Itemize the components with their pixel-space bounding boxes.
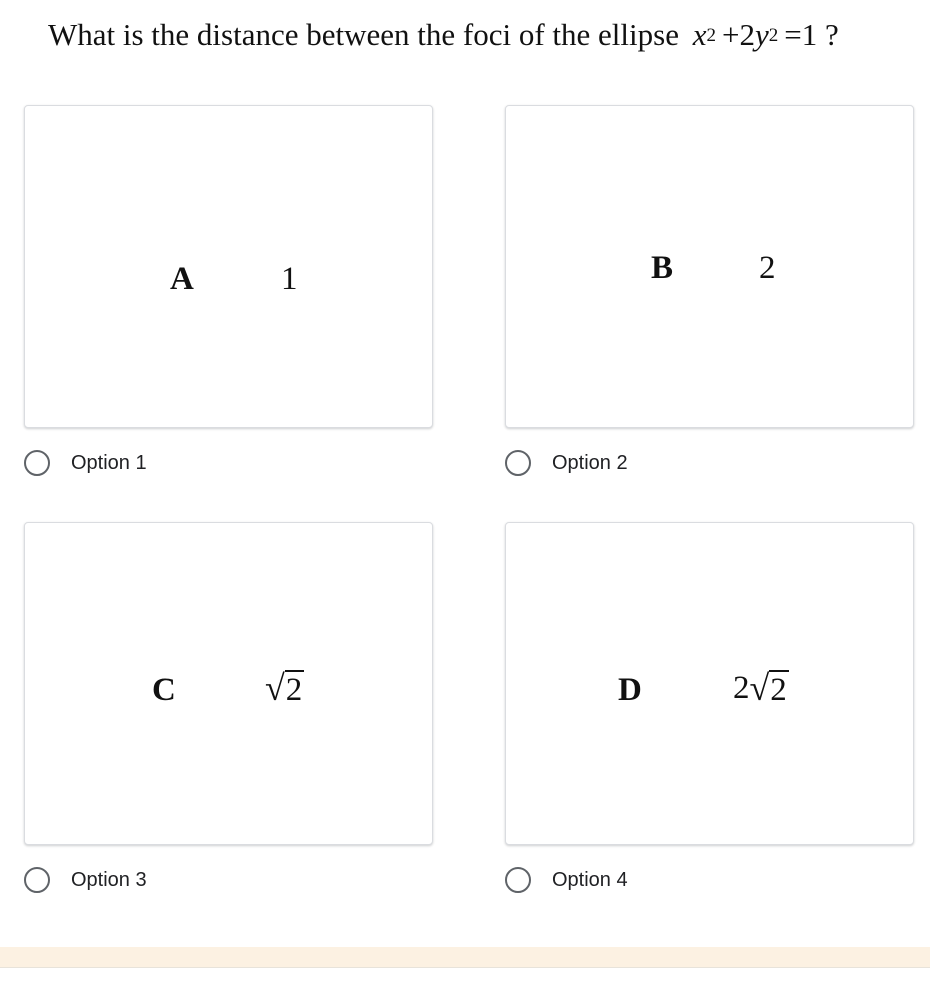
option-4-letter: D [618, 672, 642, 708]
option-4-radio-row[interactable] [505, 867, 628, 893]
option-1-letter: A [170, 261, 194, 297]
option-4-image-card [505, 522, 914, 845]
option-1-radio-button[interactable] [24, 450, 50, 476]
option-3-radio-row[interactable] [24, 867, 147, 893]
option-3-label[interactable]: Option 3 [71, 868, 147, 891]
option-4-value [733, 668, 789, 708]
option-2-letter: B [651, 250, 674, 286]
math-exponent-y: 2 [768, 25, 779, 46]
option-3-letter: C [152, 672, 176, 708]
option-2-radio-row[interactable] [505, 450, 628, 476]
option-1-image-card [24, 105, 433, 428]
option-1-value: 1 [281, 261, 298, 297]
math-plus: + [721, 17, 740, 52]
option-4-radicand: 2 [770, 672, 787, 708]
math-y: y [754, 17, 769, 52]
sqrt-symbol [749, 668, 789, 708]
question-mark: ? [824, 17, 839, 52]
option-3-radicand: 2 [285, 672, 303, 708]
math-coefficient: 2 [739, 17, 755, 52]
option-3-radio-button[interactable] [24, 867, 50, 893]
option-2-radio-button[interactable] [505, 450, 531, 476]
option-4-coefficient: 2 [733, 670, 750, 706]
footer-band [0, 947, 930, 968]
radical-sign: √ [265, 668, 285, 708]
ellipse-equation [687, 17, 825, 52]
radical-sign: √ [749, 668, 770, 708]
option-1-label[interactable]: Option 1 [71, 451, 147, 474]
option-4-radio-button[interactable] [505, 867, 531, 893]
option-3-value [265, 668, 304, 708]
math-x: x [692, 17, 707, 52]
option-2-label[interactable]: Option 2 [552, 451, 628, 474]
sqrt-symbol [265, 668, 304, 708]
question-text [48, 14, 918, 61]
math-exponent-x: 2 [706, 25, 716, 46]
option-1-radio-row[interactable] [24, 450, 147, 476]
question-prompt: What is the distance between the foci of the ellipse [48, 17, 679, 52]
math-one: 1 [801, 17, 818, 52]
option-2-value: 2 [759, 250, 776, 286]
option-2-image-card [505, 105, 914, 428]
option-4-label[interactable]: Option 4 [552, 868, 628, 891]
math-equals: = [784, 17, 802, 52]
option-3-image-card [24, 522, 433, 845]
